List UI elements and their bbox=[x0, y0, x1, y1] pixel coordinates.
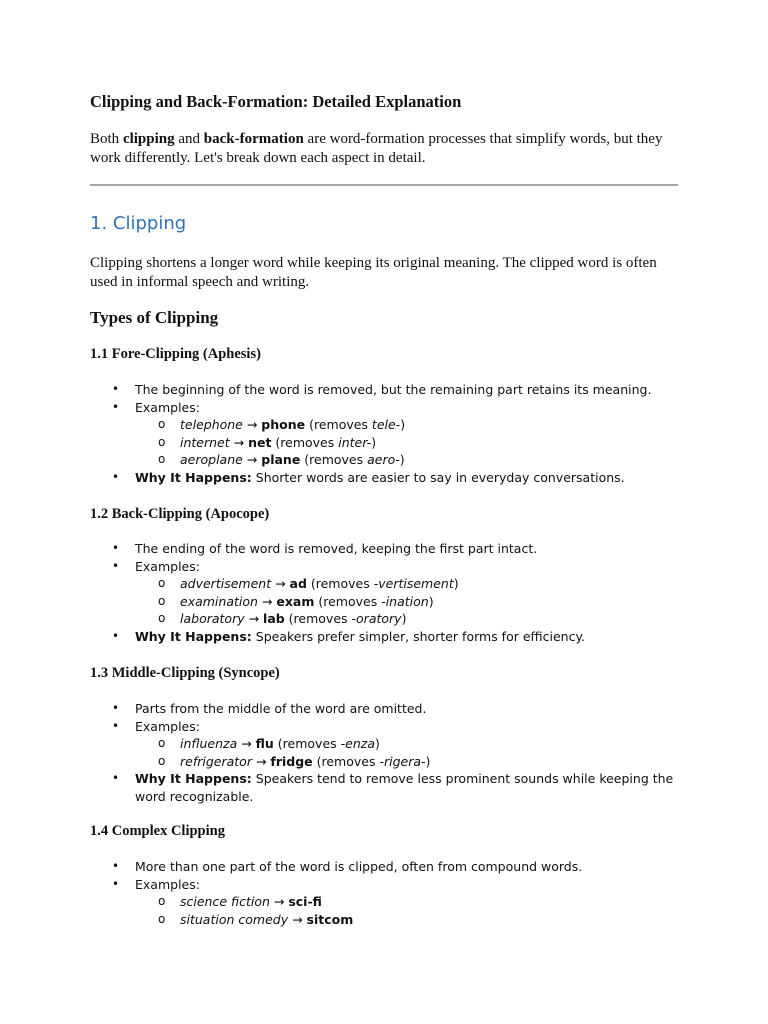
example-note: (removes bbox=[284, 611, 352, 626]
example-note: (removes bbox=[273, 736, 341, 751]
example-note: (removes bbox=[271, 434, 339, 450]
example-clipped: exam bbox=[276, 593, 315, 609]
arrow-icon: → bbox=[269, 894, 289, 909]
example-item bbox=[135, 416, 680, 434]
circle-bullet-icon: o bbox=[158, 593, 166, 608]
example-removed: -enza bbox=[340, 736, 375, 751]
bullet-list bbox=[90, 540, 680, 645]
example-removed: aero- bbox=[367, 452, 400, 467]
subsection-heading: 1.1 Fore-Clipping (Aphesis) bbox=[90, 346, 261, 362]
example-item bbox=[135, 735, 680, 753]
example-note: ) bbox=[428, 593, 434, 609]
example-item bbox=[135, 434, 680, 452]
example-note: ) bbox=[375, 736, 380, 751]
list-item bbox=[90, 628, 680, 646]
why-label: Why It Happens: bbox=[135, 628, 252, 644]
why-text: Shorter words are easier to say in everyday conversations. bbox=[251, 469, 625, 485]
example-clipped: fridge bbox=[270, 753, 313, 769]
intro-text: Both bbox=[90, 131, 123, 147]
example-original: internet bbox=[180, 434, 230, 450]
circle-bullet-icon: o bbox=[158, 576, 166, 590]
list-item-text: The beginning of the word is removed, but the remaining part retains its meaning. bbox=[135, 382, 652, 397]
example-note: ) bbox=[399, 452, 405, 467]
bullet-list bbox=[90, 858, 680, 928]
example-clipped: flu bbox=[255, 736, 274, 751]
subsection-heading: 1.2 Back-Clipping (Apocope) bbox=[90, 506, 270, 522]
bullet-icon: • bbox=[112, 541, 120, 555]
bullet-icon: • bbox=[112, 628, 120, 643]
bullet-list bbox=[90, 381, 680, 486]
example-original: advertisement bbox=[180, 576, 272, 591]
example-list bbox=[135, 735, 680, 770]
example-removed: -vertisement bbox=[373, 576, 454, 591]
list-item-text: More than one part of the word is clipped, often from compound words. bbox=[135, 859, 583, 874]
intro-term-back-formation: back-formation bbox=[203, 131, 304, 147]
example-original: aeroplane bbox=[180, 452, 243, 467]
arrow-icon: → bbox=[242, 452, 262, 467]
arrow-icon: → bbox=[237, 736, 256, 751]
example-item bbox=[135, 451, 680, 469]
bullet-icon: • bbox=[112, 558, 120, 573]
list-item bbox=[90, 718, 680, 771]
bullet-icon: • bbox=[112, 701, 120, 715]
horizontal-rule bbox=[90, 184, 678, 186]
intro-text: and bbox=[174, 131, 204, 147]
list-item-text: Parts from the middle of the word are omitted. bbox=[135, 701, 427, 716]
bullet-icon: • bbox=[112, 469, 120, 484]
example-item bbox=[135, 575, 680, 593]
example-note: (removes bbox=[306, 576, 374, 591]
circle-bullet-icon: o bbox=[158, 417, 166, 431]
example-clipped: sci-fi bbox=[288, 894, 322, 909]
example-item bbox=[135, 610, 680, 628]
list-item bbox=[90, 700, 680, 718]
example-original: situation comedy bbox=[180, 911, 289, 927]
document-title: Clipping and Back-Formation: Detailed Explanation bbox=[90, 92, 462, 111]
example-clipped: lab bbox=[263, 611, 285, 626]
example-clipped: ad bbox=[289, 576, 307, 591]
arrow-icon: → bbox=[288, 911, 307, 927]
why-text: Speakers tend to remove less prominent sounds while keeping the word recognizable. bbox=[135, 771, 674, 804]
example-clipped: plane bbox=[261, 452, 301, 467]
arrow-icon: → bbox=[229, 434, 249, 450]
list-item-text: The ending of the word is removed, keeping the first part intact. bbox=[135, 541, 538, 556]
example-original: influenza bbox=[180, 736, 238, 751]
why-label: Why It Happens: bbox=[135, 771, 252, 786]
example-clipped: phone bbox=[261, 417, 306, 432]
bullet-list bbox=[90, 700, 680, 805]
example-note: ) bbox=[453, 576, 459, 591]
example-list bbox=[135, 575, 680, 628]
examples-label: Examples: bbox=[135, 718, 200, 734]
example-original: refrigerator bbox=[180, 753, 252, 769]
example-list bbox=[135, 893, 680, 928]
list-item bbox=[90, 399, 680, 469]
circle-bullet-icon: o bbox=[158, 736, 166, 750]
example-note: ) bbox=[371, 434, 377, 450]
example-note: (removes bbox=[312, 753, 380, 769]
example-clipped: net bbox=[248, 434, 272, 450]
example-removed: inter- bbox=[338, 434, 372, 450]
bullet-icon: • bbox=[112, 876, 120, 891]
example-original: examination bbox=[180, 593, 258, 609]
example-removed: tele- bbox=[371, 417, 401, 432]
example-item bbox=[135, 753, 680, 771]
bullet-icon: • bbox=[112, 718, 120, 733]
example-list bbox=[135, 416, 680, 469]
example-removed: -ination bbox=[381, 593, 429, 609]
arrow-icon: → bbox=[242, 417, 262, 432]
arrow-icon: → bbox=[251, 753, 271, 769]
section-heading-clipping: 1. Clipping bbox=[90, 213, 187, 234]
intro-text: are word-formation processes that simplify words, but they work differently. Let's break down each aspect in detail. bbox=[90, 131, 663, 166]
arrow-icon: → bbox=[244, 611, 264, 626]
example-original: telephone bbox=[180, 417, 243, 432]
example-item bbox=[135, 893, 680, 911]
list-item bbox=[90, 469, 680, 487]
why-label: Why It Happens: bbox=[135, 469, 252, 485]
bullet-icon: • bbox=[112, 859, 120, 873]
example-note: (removes bbox=[314, 593, 382, 609]
example-item bbox=[135, 593, 680, 611]
circle-bullet-icon: o bbox=[158, 452, 166, 466]
example-original: laboratory bbox=[180, 611, 245, 626]
types-heading: Types of Clipping bbox=[90, 308, 219, 327]
intro-term-clipping: clipping bbox=[122, 131, 175, 147]
example-item bbox=[135, 911, 680, 929]
intro-paragraph bbox=[90, 130, 680, 167]
examples-label: Examples: bbox=[135, 876, 200, 892]
arrow-icon: → bbox=[271, 576, 290, 591]
list-item bbox=[90, 858, 680, 876]
subsection-heading: 1.4 Complex Clipping bbox=[90, 823, 225, 839]
example-clipped: sitcom bbox=[306, 911, 354, 927]
example-removed: -rigera- bbox=[379, 753, 426, 769]
circle-bullet-icon: o bbox=[158, 894, 166, 908]
list-item bbox=[90, 558, 680, 628]
circle-bullet-icon: o bbox=[158, 434, 166, 449]
arrow-icon: → bbox=[257, 593, 277, 609]
example-original: science fiction bbox=[180, 894, 270, 909]
subsection-heading: 1.3 Middle-Clipping (Syncope) bbox=[90, 665, 280, 681]
examples-label: Examples: bbox=[135, 399, 200, 415]
bullet-icon: • bbox=[112, 399, 120, 414]
example-note: ) bbox=[425, 753, 431, 769]
circle-bullet-icon: o bbox=[158, 911, 166, 926]
example-removed: -oratory bbox=[351, 611, 402, 626]
list-item bbox=[90, 770, 680, 805]
example-note: ) bbox=[400, 417, 406, 432]
example-note: ) bbox=[401, 611, 407, 626]
why-text: Speakers prefer simpler, shorter forms for efficiency. bbox=[251, 628, 586, 644]
bullet-icon: • bbox=[112, 382, 120, 396]
example-note: (removes bbox=[305, 417, 372, 432]
examples-label: Examples: bbox=[135, 558, 200, 574]
clipping-paragraph: Clipping shortens a longer word while keeping its original meaning. The clipped word is often used in informal speech and writing. bbox=[90, 255, 657, 290]
bullet-icon: • bbox=[112, 771, 120, 785]
list-item bbox=[90, 381, 680, 399]
circle-bullet-icon: o bbox=[158, 753, 166, 768]
list-item bbox=[90, 540, 680, 558]
example-note: (removes bbox=[300, 452, 368, 467]
circle-bullet-icon: o bbox=[158, 611, 166, 625]
list-item bbox=[90, 876, 680, 929]
